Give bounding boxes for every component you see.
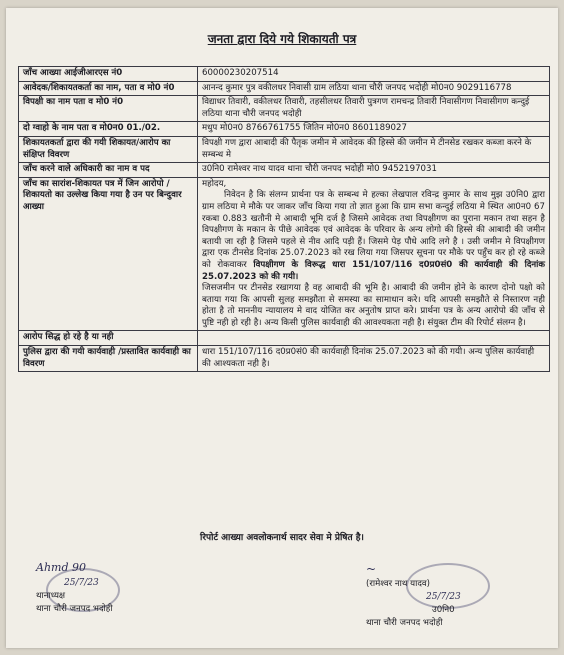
signature-block-left xyxy=(36,560,113,616)
table-row xyxy=(19,331,550,346)
signatory-station: थाना चौरी जनपद भदोही xyxy=(36,603,113,614)
row-label: आरोप सिद्ध हो रहे है या नही xyxy=(19,331,198,346)
row-label: आवेदक/शिकायतकर्ता का नाम, पता व मो0 नं0 xyxy=(19,81,198,96)
action-taken-highlight: विपक्षीगण के विरूद्ध धारा 151/107/116 द0प्र0सं0 की कार्यवाही की दिनांक 25.07.2023 को की गयी। xyxy=(202,259,545,282)
summary-paragraph-2: जिसजमीन पर टीनसेड रखागया है वह आबादी की भूमि है। आबादी की जमीन होने के कारण दोनो पक्षो को बताया गया कि आपसी सुलह समझौता से समस्या का सामाधान करे। यदि आपसी समझौते से निस्तारण नही होता है तो माननीय न्यायालय मे वाद योजित कर अनुतोष प्राप्त करे। प्रार्थना पत्र के अन्य आरोपो की जाँच से पुष्टि नही हो रही है। अन्य किसी पुलिस कार्यवाही की आवश्यकता नही है। संयुक्त टीम की रिपोर्ट संलग्न है। xyxy=(202,283,545,328)
row-label: शिकायतकर्ता द्वारा की गयी शिकायत/आरोप का संक्षिप्त विवरण xyxy=(19,136,198,162)
table-row xyxy=(19,67,550,82)
table-row xyxy=(19,122,550,137)
table-row xyxy=(19,81,550,96)
table-row xyxy=(19,96,550,122)
row-label: पुलिस द्वारा की गयी कार्यवाही /प्रस्तावित कार्यवाही का विवरण xyxy=(19,346,198,372)
row-value: उ0नि0 रामेश्वर नाथ यादव थाना चौरी जनपद भदोही मो0 9452197031 xyxy=(198,163,550,178)
document-sheet xyxy=(6,8,558,648)
signature-date: 25/7/23 xyxy=(64,577,99,588)
row-value: मधुप मो0न0 8766761755 जितिन मो0न0 8601189027 xyxy=(198,122,550,137)
summary-paragraph-1-text: निवेदन है कि संलग्न प्रार्थना पत्र के सम्बन्ध मे हल्का लेखपाल रविन्द्र कुमार के साथ मुझ उ0नि0 द्वारा ग्राम लठिया मे मौके पर जाकर जाँच किया गया तो ज्ञात हुआ कि ग्राम सभा कन्दुई लठिया मे स्थित आ0न0 67 रकबा 0.883 खतौनी मे आबादी भूमि दर्ज है जिसमे आवेदक तथा विपक्षीगण का पुराना मकान तथा सहन है विपक्षीगण के मकान के पीछे आवेदक एवं आवेदक के परिवार के अन्य लोगो की हिस्से की आबादी की जमीन बतायी जा रही है जिसमे पहले से नीव आदि पड़ी हैं। जिसमे पेड़ पौधे आदि लगे है । उसी जमीन मे विपक्षीगण द्वारा एक टीनसेड दिनांक 25.07.2023 को रख लिया गया जिसपर सूचना पर मौके पर पहुँच कर हो रहे कब्जे को रोकवाकर xyxy=(202,190,545,270)
summary-text xyxy=(198,177,550,331)
document-title: जनता द्वारा दिये गये शिकायती पत्र xyxy=(207,32,357,46)
row-value xyxy=(198,331,550,346)
row-label: दो ग्वाहो के नाम पता व मो0न0 01./02. xyxy=(19,122,198,137)
footer-note: रिपोर्ट आख्या अवलोकनार्थ सादर सेवा मे प्रेषित है। xyxy=(200,533,364,543)
table-row xyxy=(19,346,550,372)
signature-block-right xyxy=(366,560,461,630)
row-value: विपक्षी गण द्वारा आबादी की पैतृक जमीन मे आवेदक की हिस्से की जमीन मे टीनसेड रखकर कब्जा करने के सम्बन्ध मे xyxy=(198,136,550,162)
signatory-title: उ0नि0 xyxy=(432,605,455,616)
signatory-name: (रामेश्वर नाथ यादव) xyxy=(366,579,431,589)
row-value: 60000230207514 xyxy=(198,67,550,82)
signatory-title: थानाध्यक्ष xyxy=(36,591,66,601)
salutation: महोदय, xyxy=(202,178,227,189)
row-value: आनन्द कुमार पुत्र वकीलधर निवासी ग्राम लठिया थाना चौरी जनपद भदोही मो0न0 9029116778 xyxy=(198,81,550,96)
signature-date: 25/7/23 xyxy=(426,591,461,602)
table-row xyxy=(19,163,550,178)
row-value: विद्याधर तिवारी, वकीलधर तिवारी, तहसीलधर तिवारी पुत्रगण रामचन्द्र तिवारी निवासीगण निवासीगण कन्दुई लठिया थाना चौरी जनपद भदोही xyxy=(198,96,550,122)
row-label: जाँच का सारांश-शिकायत पत्र में जिन आरोपो /शिकायतो का उल्लेख किया गया है उन पर बिन्दुवार आख्या xyxy=(19,177,198,331)
summary-paragraph-1 xyxy=(202,190,545,283)
complaint-form-table xyxy=(18,66,550,372)
handwritten-signature: ~ xyxy=(366,562,377,576)
row-label: जाँच करने वाले अधिकारी का नाम व पद xyxy=(19,163,198,178)
table-row-summary xyxy=(19,177,550,331)
row-value: धारा 151/107/116 द0प्र0सं0 की कार्यवाही दिनांक 25.07.2023 को की गयी। अन्य पुलिस कार्यवाही की आश्यकता नही है। xyxy=(198,346,550,372)
row-label: विपक्षी का नाम पता व मो0 नं0 xyxy=(19,96,198,122)
signatory-station: थाना चौरी जनपद भदोही xyxy=(366,618,443,629)
row-label: जाँच आख्या आईजीआरएस नं0 xyxy=(19,67,198,82)
table-row xyxy=(19,136,550,162)
handwritten-signature: Ahmd 90 xyxy=(36,561,86,574)
